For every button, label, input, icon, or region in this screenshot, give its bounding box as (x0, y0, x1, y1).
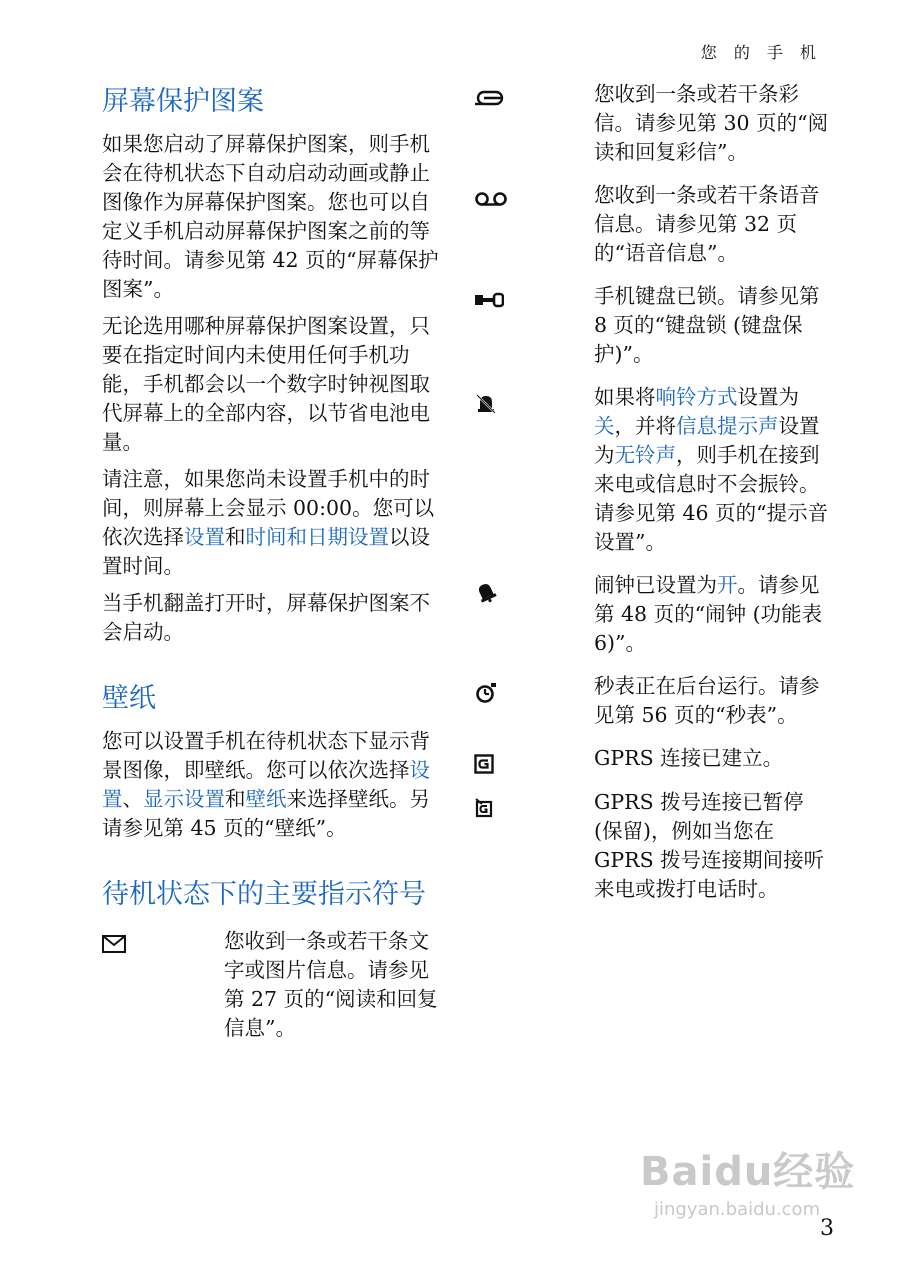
link-settings: 设置 (102, 758, 430, 811)
gprs-icon (474, 744, 594, 774)
alarm-bell-icon (474, 571, 594, 658)
indicator-text-keylock: 手机键盘已锁。请参见第 8 页的“键盘锁 (键盘保护)”。 (594, 284, 820, 366)
indicator-row-voicemail (474, 181, 834, 268)
right-column (474, 80, 834, 918)
link-settings: 设置 (184, 525, 225, 549)
key-icon (474, 282, 594, 369)
stopwatch-icon (474, 672, 594, 730)
screensaver-paragraph-1: 如果您启动了屏幕保护图案，则手机会在待机状态下自动启动动画或静止图像作为屏幕保护图案。您也可以自定义手机启动屏幕保护图案之前的等待时间。请参见第 42 页的“屏幕保护图案”。 (102, 132, 439, 301)
indicator-text-gprs: GPRS 连接已建立。 (594, 746, 784, 770)
indicator-row-stopwatch (474, 672, 834, 730)
indicator-row-keylock (474, 282, 834, 369)
link-no-tone: 无铃声 (614, 443, 676, 467)
left-column (102, 84, 442, 1043)
indicator-text-gprs-suspended: GPRS 拨号连接已暂停 (保留)，例如当您在 GPRS 拨号连接期间接听来电或拨打电话时。 (594, 790, 825, 901)
voicemail-icon (474, 181, 594, 268)
link-display-settings: 显示设置 (143, 787, 225, 811)
baidu-watermark (640, 1140, 880, 1235)
screensaver-paragraph-4: 当手机翻盖打开时，屏幕保护图案不会启动。 (102, 591, 430, 644)
indicator-row-gprs-suspended (474, 788, 834, 904)
indicator-row-alarm (474, 571, 834, 658)
link-time-date-settings: 时间和日期设置 (245, 525, 389, 549)
gprs-suspended-icon (474, 788, 594, 904)
indicator-text-alarm: 闹钟已设置为开。请参见第 48 页的“闹钟 (功能表 6)”。 (594, 573, 823, 655)
link-message-alert-tone: 信息提示声 (676, 414, 779, 438)
link-ringing-type: 响铃方式 (655, 385, 738, 409)
page-header: 您 的 手 机 (700, 43, 822, 62)
envelope-icon (102, 927, 224, 1043)
indicator-row-message (102, 927, 442, 1043)
indicator-text-stopwatch: 秒表正在后台运行。请参见第 56 页的“秒表”。 (594, 674, 820, 727)
silent-bell-icon (474, 383, 594, 557)
watermark-logo: Baidu经验 (640, 1149, 856, 1195)
indicator-row-gprs (474, 744, 834, 774)
indicator-row-silent (474, 383, 834, 557)
indicator-text-silent: 如果将响铃方式设置为关，并将信息提示声设置为无铃声，则手机在接到来电或信息时不会振铃。请参见第 46 页的“提示音设置”。 (594, 385, 829, 554)
screensaver-paragraph-3: 请注意，如果您尚未设置手机中的时间，则屏幕上会显示 00:00。您可以依次选择设置和时间和日期设置以设置时间。 (102, 467, 435, 578)
mms-icon (474, 80, 594, 167)
wallpaper-paragraph: 您可以设置手机在待机状态下显示背景图像，即壁纸。您可以依次选择设置、显示设置和壁纸来选择壁纸。另请参见第 45 页的“壁纸”。 (102, 729, 430, 840)
link-off: 关 (594, 414, 615, 438)
indicator-text-message: 您收到一条或若干条文字或图片信息。请参见第 27 页的“阅读和回复信息”。 (224, 929, 438, 1040)
section-heading-screensaver: 屏幕保护图案 (102, 86, 264, 117)
link-wallpaper: 壁纸 (245, 787, 287, 811)
section-heading-wallpaper: 壁纸 (102, 683, 156, 714)
page-number: 3 (820, 1216, 834, 1241)
link-on: 开 (717, 573, 738, 597)
indicator-text-voicemail: 您收到一条或若干条语音信息。请参见第 32 页的“语音信息”。 (594, 183, 820, 265)
screensaver-paragraph-2: 无论选用哪种屏幕保护图案设置，只要在指定时间内未使用任何手机功能，手机都会以一个数字时钟视图取代屏幕上的全部内容，以节省电池电量。 (102, 314, 430, 454)
indicator-text-mms: 您收到一条或若干条彩信。请参见第 30 页的“阅读和回复彩信”。 (594, 82, 829, 164)
watermark-url: jingyan.baidu.com (654, 1199, 821, 1220)
section-heading-indicators: 待机状态下的主要指示符号 (102, 879, 426, 910)
indicator-row-mms (474, 80, 834, 167)
